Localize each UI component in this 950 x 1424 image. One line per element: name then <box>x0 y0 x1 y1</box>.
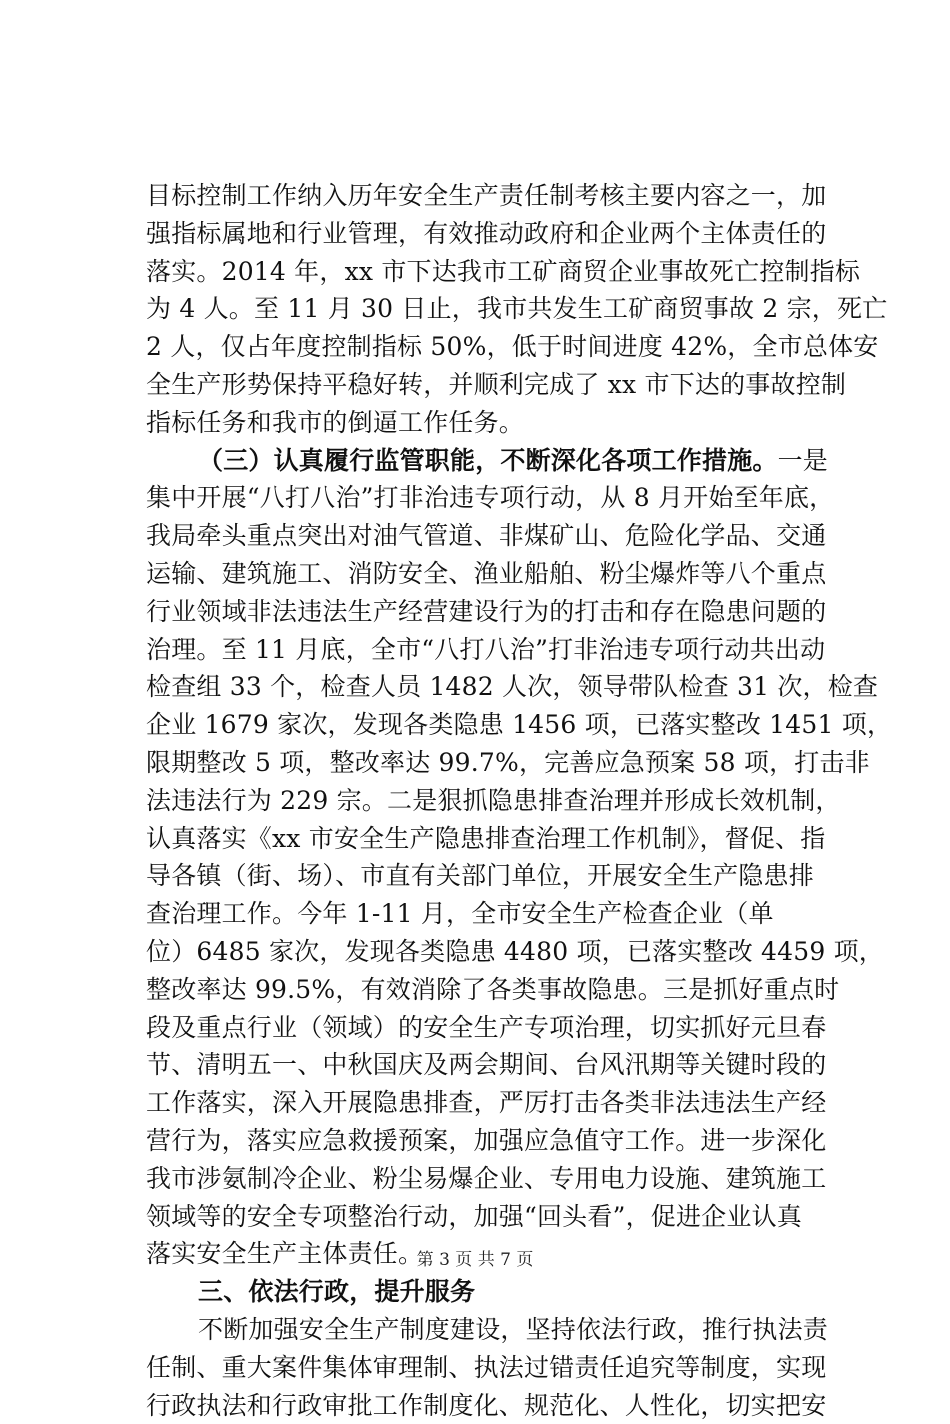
section-line: 企业 1679 家次，发现各类隐患 1456 项，已落实整改 1451 项， <box>146 706 814 744</box>
section-line: 段及重点行业（领域）的安全生产专项治理，切实抓好元旦春 <box>146 1009 814 1047</box>
section-line: 节、清明五一、中秋国庆及两会期间、台风汛期等关键时段的 <box>146 1046 814 1084</box>
part-line: 行政执法和行政审批工作制度化、规范化、人性化，切实把安 <box>146 1387 814 1424</box>
section-line: 治理。至 11 月底，全市“八打八治”打非治违专项行动共出动 <box>146 631 814 669</box>
section-line: 位）6485 家次，发现各类隐患 4480 项，已落实整改 4459 项， <box>146 933 814 971</box>
section-line: 运输、建筑施工、消防安全、渔业船舶、粉尘爆炸等八个重点 <box>146 555 814 593</box>
part-heading: 三、依法行政，提升服务 <box>146 1273 814 1311</box>
section-line: 认真落实《xx 市安全生产隐患排查治理工作机制》，督促、指 <box>146 820 814 858</box>
body-line: 2 人，仅占年度控制指标 50%，低于时间进度 42%，全市总体安 <box>146 328 814 366</box>
page-footer: 第 3 页 共 7 页 <box>0 1245 950 1270</box>
section-line: 我局牵头重点突出对油气管道、非煤矿山、危险化学品、交通 <box>146 517 814 555</box>
part-line: 任制、重大案件集体审理制、执法过错责任追究等制度，实现 <box>146 1349 814 1387</box>
body-line: 指标任务和我市的倒逼工作任务。 <box>146 404 814 442</box>
body-line: 全生产形势保持平稳好转，并顺利完成了 xx 市下达的事故控制 <box>146 366 814 404</box>
section-line: 行业领域非法违法生产经营建设行为的打击和存在隐患问题的 <box>146 593 814 631</box>
section-line: 营行为，落实应急救援预案，加强应急值守工作。进一步深化 <box>146 1122 814 1160</box>
body-line: 落实。2014 年，xx 市下达我市工矿商贸企业事故死亡控制指标 <box>146 253 814 291</box>
body-line: 目标控制工作纳入历年安全生产责任制考核主要内容之一，加 <box>146 177 814 215</box>
part-line: 不断加强安全生产制度建设，坚持依法行政，推行执法责 <box>146 1311 814 1349</box>
section-line: 查治理工作。今年 1-11 月，全市安全生产检查企业（单 <box>146 895 814 933</box>
section-heading: （三）认真履行监管职能，不断深化各项工作措施。 <box>198 446 778 475</box>
section-line: 法违法行为 229 宗。二是狠抓隐患排查治理并形成长效机制， <box>146 782 814 820</box>
section-line: 领域等的安全专项整治行动，加强“回头看”，促进企业认真 <box>146 1198 814 1236</box>
section-line: 集中开展“八打八治”打非治违专项行动，从 8 月开始至年底， <box>146 479 814 517</box>
body-line: 强指标属地和行业管理，有效推动政府和企业两个主体责任的 <box>146 215 814 253</box>
section-line: 工作落实，深入开展隐患排查，严厉打击各类非法违法生产经 <box>146 1084 814 1122</box>
section-line: 整改率达 99.5%，有效消除了各类事故隐患。三是抓好重点时 <box>146 971 814 1009</box>
section-line: 限期整改 5 项，整改率达 99.7%，完善应急预案 58 项，打击非 <box>146 744 814 782</box>
document-body <box>146 177 814 1424</box>
section-line: 导各镇（街、场）、市直有关部门单位，开展安全生产隐患排 <box>146 857 814 895</box>
body-line: 为 4 人。至 11 月 30 日止，我市共发生工矿商贸事故 2 宗，死亡 <box>146 290 814 328</box>
section-heading-line <box>146 442 814 480</box>
section-line: 检查组 33 个，检查人员 1482 人次，领导带队检查 31 次，检查 <box>146 668 814 706</box>
section-line: 落实安全生产主体责任。 <box>146 1235 814 1273</box>
section-heading-tail: 一是 <box>778 446 828 475</box>
section-line: 我市涉氨制冷企业、粉尘易爆企业、专用电力设施、建筑施工 <box>146 1160 814 1198</box>
